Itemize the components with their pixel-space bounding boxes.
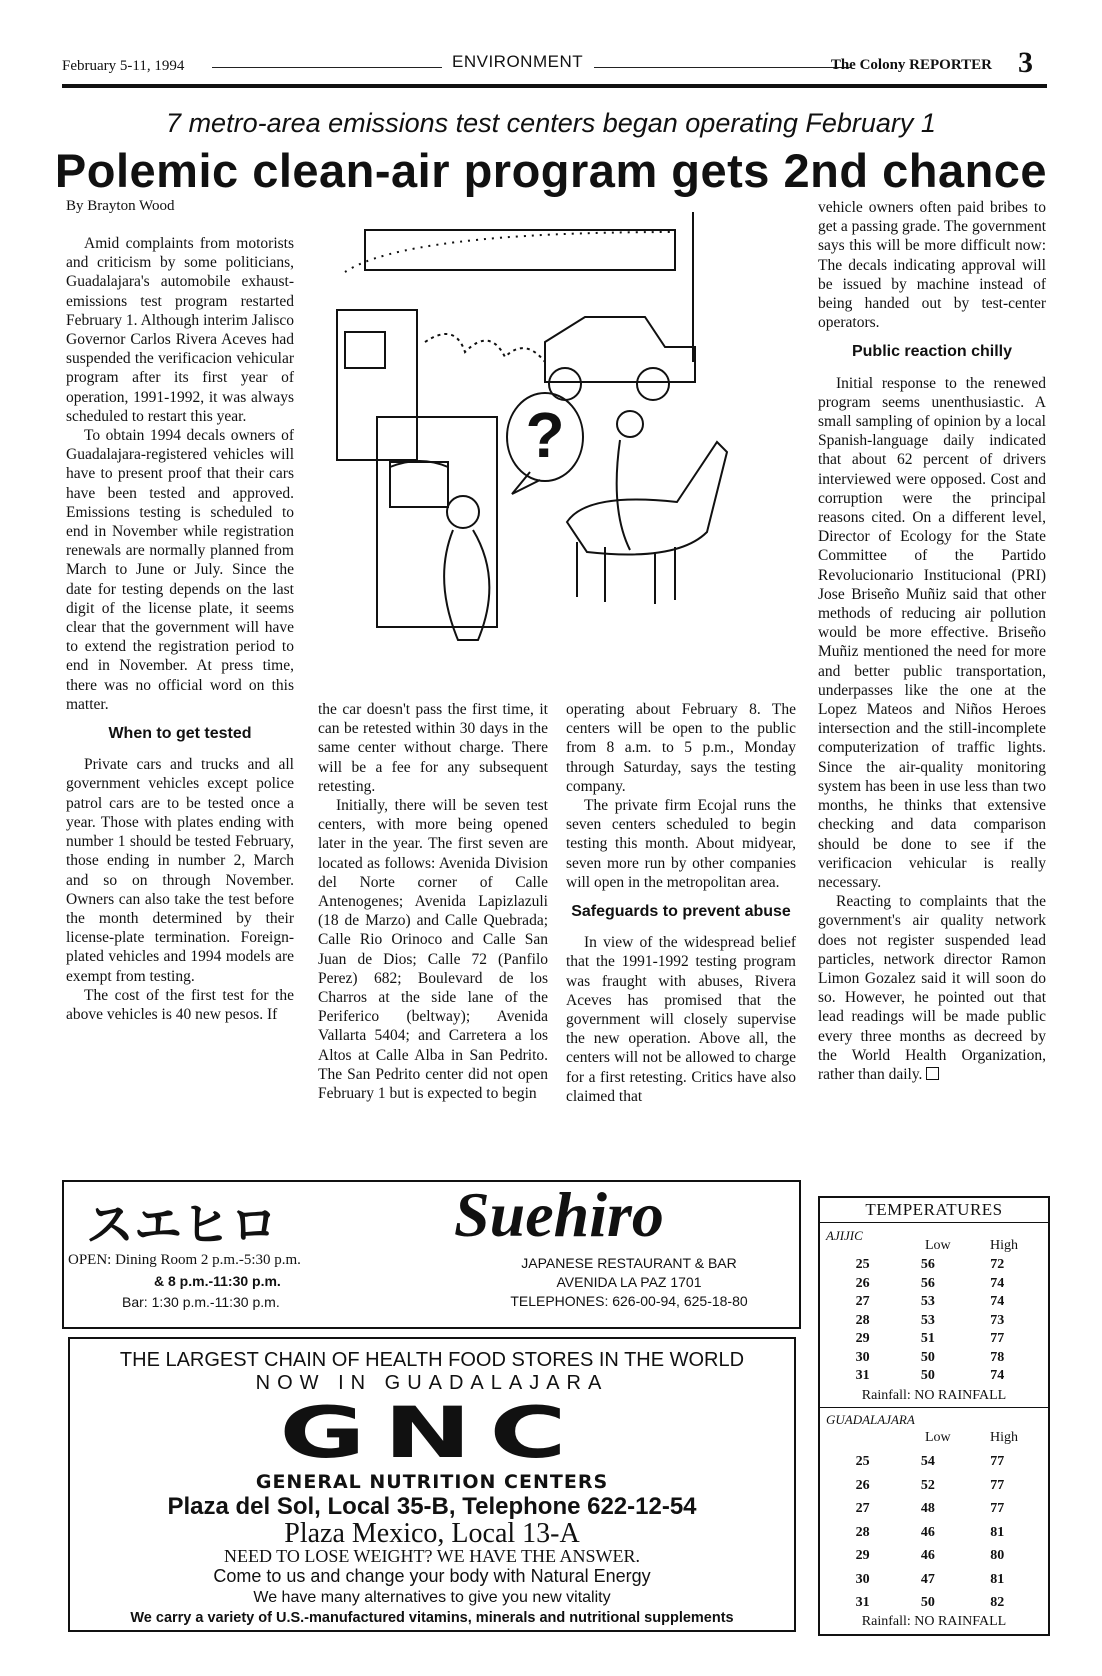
hours-dining: OPEN: Dining Room 2 p.m.-5:30 p.m.	[68, 1252, 301, 1268]
gnc-pitch: Come to us and change your body with Natural Energy	[213, 1566, 651, 1586]
temp-high: 77	[990, 1501, 1005, 1516]
paragraph	[818, 892, 1046, 1084]
table-row	[832, 1275, 1032, 1294]
subhead-public-reaction: Public reaction chilly	[851, 343, 1013, 361]
temp-day: 31	[855, 1595, 870, 1610]
restaurant-phone: TELEPHONES: 626-00-94, 625-18-80	[510, 1293, 748, 1309]
table-row	[832, 1293, 1032, 1312]
restaurant-address: AVENIDA LA PAZ 1701	[556, 1274, 702, 1290]
gnc-logo: GNC	[279, 1392, 585, 1474]
header-rule-right	[594, 67, 852, 68]
table-row	[832, 1591, 1032, 1615]
col-low: Low	[925, 1430, 951, 1445]
temp-high: 78	[990, 1349, 1005, 1365]
temp-day: 30	[855, 1571, 870, 1587]
temp-high: 81	[990, 1571, 1005, 1587]
place-ajijic: AJIJIC	[826, 1228, 863, 1243]
cartoon-question-mark: ?	[525, 399, 565, 471]
temp-day: 25	[855, 1454, 870, 1469]
temp-high: 74	[990, 1275, 1005, 1291]
temperatures-table	[818, 1196, 1050, 1636]
gnc-products: We carry a variety of U.S.-manufactured vitamins, minerals and nutritional supplements	[130, 1610, 734, 1626]
temp-day: 27	[855, 1501, 870, 1516]
temp-high: 82	[990, 1595, 1005, 1610]
header-rule	[62, 84, 1047, 88]
temp-high: 80	[990, 1548, 1005, 1563]
temp-day: 29	[855, 1331, 870, 1346]
temp-day: 25	[855, 1257, 870, 1272]
cartoon-drawing	[315, 212, 745, 688]
gnc-store-plaza-del-sol: Plaza del Sol, Local 35-B, Telephone 622-12-54	[167, 1493, 697, 1520]
paragraph: Initial response to the renewed program seems unenthusiastic. A small sampling of opinion by a local Spanish-language daily indicated that about 62 percent of drivers interviewed were opposed. Cost and corruption were the principal reasons cited. On a different level, Director of Ecology for the State Committee of the Partido Revolucionario Institucional (PRI) Jose Briseño Muñiz said that other methods of reducing air pollution would be more effective. Briseño Muñiz mentioned the need for more and better public transportation, underpasses like the one at the Lopez Mateos and Niños Heroes intersection and the still-incomplete computerization of traffic lights. Since the air-quality monitoring system has been in use less than two months, he thinks that extensive checking and data comparison should be done to see if the verificacion vehicular is really necessary.	[818, 374, 1046, 891]
publication-name: The Colony REPORTER	[830, 57, 992, 73]
article-kicker: 7 metro-area emissions test centers began operating February 1	[166, 108, 936, 138]
ajijic-table	[832, 1256, 1032, 1386]
temp-high: 81	[990, 1524, 1005, 1540]
temp-low: 51	[920, 1331, 935, 1346]
table-row	[832, 1450, 1032, 1474]
paragraph: In view of the widespread belief that the 1991-1992 testing program was fraught with abuses, Rivera Aceves has promised that the government will closely supervise the new operation. Above all, the centers will not be allowed to charge for a first retesting. Critics have also claimed that	[566, 934, 796, 1105]
paragraph: Amid complaints from motorists and criticism by some politicians, Guadalajara's automobile exhaust-emissions test program restarted February 1. Although interim Jalisco Governor Carlos Rivera Aceves had suspended the verificacion vehicular program after its first year of operation, 1991-1992, it was always scheduled to restart this year.	[66, 235, 294, 425]
guadalajara-rainfall: Rainfall: NO RAINFALL	[861, 1614, 1007, 1629]
gnc-store-plaza-mexico: Plaza Mexico, Local 13-A	[284, 1518, 580, 1549]
temp-high: 77	[990, 1454, 1005, 1469]
temp-day: 30	[855, 1349, 870, 1365]
table-row	[832, 1568, 1032, 1592]
temp-low: 56	[920, 1275, 935, 1291]
temp-high: 77	[990, 1331, 1005, 1346]
temp-low: 54	[920, 1454, 935, 1469]
gnc-name: GENERAL NUTRITION CENTERS	[255, 1471, 609, 1493]
suehiro-japanese-logo: スエヒロ	[86, 1197, 279, 1253]
gnc-question: NEED TO LOSE WEIGHT? WE HAVE THE ANSWER.	[224, 1546, 640, 1566]
gnc-advertisement	[68, 1337, 796, 1632]
suehiro-logo: Suehiro	[454, 1179, 664, 1250]
paragraph: operating about February 8. The centers will be open to the public from 8 a.m. to 5 p.m., Monday through Saturday, says the testing company.	[566, 701, 796, 795]
article-byline: By Brayton Wood	[66, 198, 175, 214]
paragraph: Initially, there will be seven test centers, with more being opened later in the year. The first seven are located as follows: Avenida Division del Norte corner of Calle Antenogenes; Avenida Lapizlazuli (18 de Marzo) and Calle Quebrada; Calle Rio Orinoco and Calle San Juan de Dios; Calle 72 (Panfilo Perez) 682; Boulevard de los Charros at the side lane of the Periferico (beltway); Avenida Vallarta 5404; and Carretera a los Altos at Calle Alba in San Pedrito. The San Pedrito center did not open February 1 but is expected to begin	[318, 797, 548, 1103]
table-row	[832, 1474, 1032, 1498]
temp-day: 29	[855, 1548, 870, 1563]
paragraph: the car doesn't pass the first time, it can be retested within 30 days in the same center without charge. There will be a fee for any subsequent retesting.	[318, 701, 548, 795]
temperatures-title: TEMPERATURES	[820, 1198, 1048, 1223]
col-low: Low	[925, 1238, 951, 1253]
temp-day: 26	[855, 1275, 870, 1291]
table-row	[832, 1544, 1032, 1568]
temp-low: 46	[920, 1524, 935, 1540]
table-row	[832, 1497, 1032, 1521]
temp-low: 50	[920, 1349, 935, 1365]
table-row	[832, 1367, 1032, 1386]
article-column-1	[66, 234, 294, 1024]
temp-low: 50	[920, 1368, 935, 1383]
ajijic-rainfall: Rainfall: NO RAINFALL	[861, 1388, 1007, 1403]
paragraph-text: Reacting to complaints that the government's air quality network does not register suspended lead particles, network director Ramon Limon Gozalez said it will soon do so. However, he pointed out that lead readings will be made public every three months as decreed by the World Health Organization, rather than daily.	[818, 893, 1046, 1083]
gnc-vitality: We have many alternatives to give you new vitality	[253, 1589, 611, 1606]
temp-low: 47	[920, 1571, 935, 1587]
col-high: High	[990, 1238, 1018, 1253]
temp-day: 28	[855, 1312, 870, 1328]
temp-day: 26	[855, 1477, 870, 1493]
table-divider	[820, 1407, 1048, 1408]
hours-evening: & 8 p.m.-11:30 p.m.	[154, 1273, 281, 1289]
section-name: ENVIRONMENT	[452, 52, 584, 71]
table-row	[832, 1349, 1032, 1368]
table-row	[832, 1330, 1032, 1349]
table-row	[832, 1256, 1032, 1275]
article-column-2	[318, 700, 548, 1103]
temp-low: 50	[920, 1595, 935, 1610]
header-rule-left	[212, 67, 442, 68]
temp-high: 72	[990, 1257, 1005, 1272]
temp-high: 77	[990, 1477, 1005, 1493]
temp-day: 28	[855, 1524, 870, 1540]
temp-high: 73	[990, 1312, 1005, 1328]
temp-low: 56	[920, 1257, 935, 1272]
hours-bar: Bar: 1:30 p.m.-11:30 p.m.	[122, 1294, 280, 1310]
article-column-3	[566, 700, 796, 1106]
paragraph: The cost of the first test for the above vehicles is 40 new pesos. If	[66, 986, 294, 1023]
page-header	[62, 48, 1047, 78]
issue-date: February 5-11, 1994	[62, 58, 185, 74]
table-row	[832, 1521, 1032, 1545]
subhead-when-to-get-tested: When to get tested	[108, 725, 252, 743]
restaurant-info	[474, 1254, 784, 1311]
place-guadalajara: GUADALAJARA	[826, 1412, 915, 1427]
article-headline: Polemic clean-air program gets 2nd chance	[54, 144, 1048, 197]
gnc-tagline: THE LARGEST CHAIN OF HEALTH FOOD STORES IN THE WORLD	[119, 1349, 745, 1371]
end-mark-icon	[926, 1067, 939, 1080]
temp-low: 46	[920, 1548, 935, 1563]
temp-low: 48	[920, 1501, 935, 1516]
paragraph: To obtain 1994 decals owners of Guadalajara-registered vehicles will have to present proof that their cars have been tested and approved. Emissions testing is scheduled to end in November while registration renewals are normally planned from March to June or July. Since the date for testing depends on the last digit of the license plate, it seems clear that the government will have to extend the registration period to end in November. At press time, there was no official word on this matter.	[66, 427, 294, 713]
temp-low: 52	[920, 1477, 935, 1493]
guadalajara-table	[832, 1450, 1032, 1615]
temp-day: 31	[855, 1368, 870, 1383]
restaurant-type: JAPANESE RESTAURANT & BAR	[521, 1255, 737, 1271]
gnc-location-line: NOW IN GUADALAJARA	[255, 1372, 609, 1394]
page-number: 3	[1018, 46, 1033, 79]
temp-high: 74	[990, 1294, 1005, 1309]
paragraph: The private firm Ecojal runs the seven centers scheduled to begin testing this month. About midyear, seven more run by other companies will open in the metropolitan area.	[566, 797, 796, 891]
subhead-safeguards: Safeguards to prevent abuse	[571, 903, 791, 921]
table-row	[832, 1312, 1032, 1331]
suehiro-advertisement	[62, 1180, 801, 1329]
cartoon-illustration	[315, 212, 745, 688]
paragraph: vehicle owners often paid bribes to get a passing grade. The government says this will be more difficult now: The decals indicating approval will be issued by machine instead of being handed out by test-center operators.	[818, 199, 1046, 332]
temp-high: 74	[990, 1368, 1005, 1383]
paragraph: Private cars and trucks and all government vehicles except police patrol cars are to be tested once a year. Those with plates ending with number 1 should be tested February, those ending in number 2, March and so on through November. Owners can also take the test before the month determined by their license-plate termination. Foreign-plated vehicles and 1994 models are exempt from testing.	[66, 756, 294, 985]
temp-low: 53	[920, 1312, 935, 1328]
temp-low: 53	[920, 1294, 935, 1309]
col-high: High	[990, 1430, 1018, 1445]
temp-day: 27	[855, 1294, 870, 1309]
article-column-4	[818, 198, 1046, 1084]
